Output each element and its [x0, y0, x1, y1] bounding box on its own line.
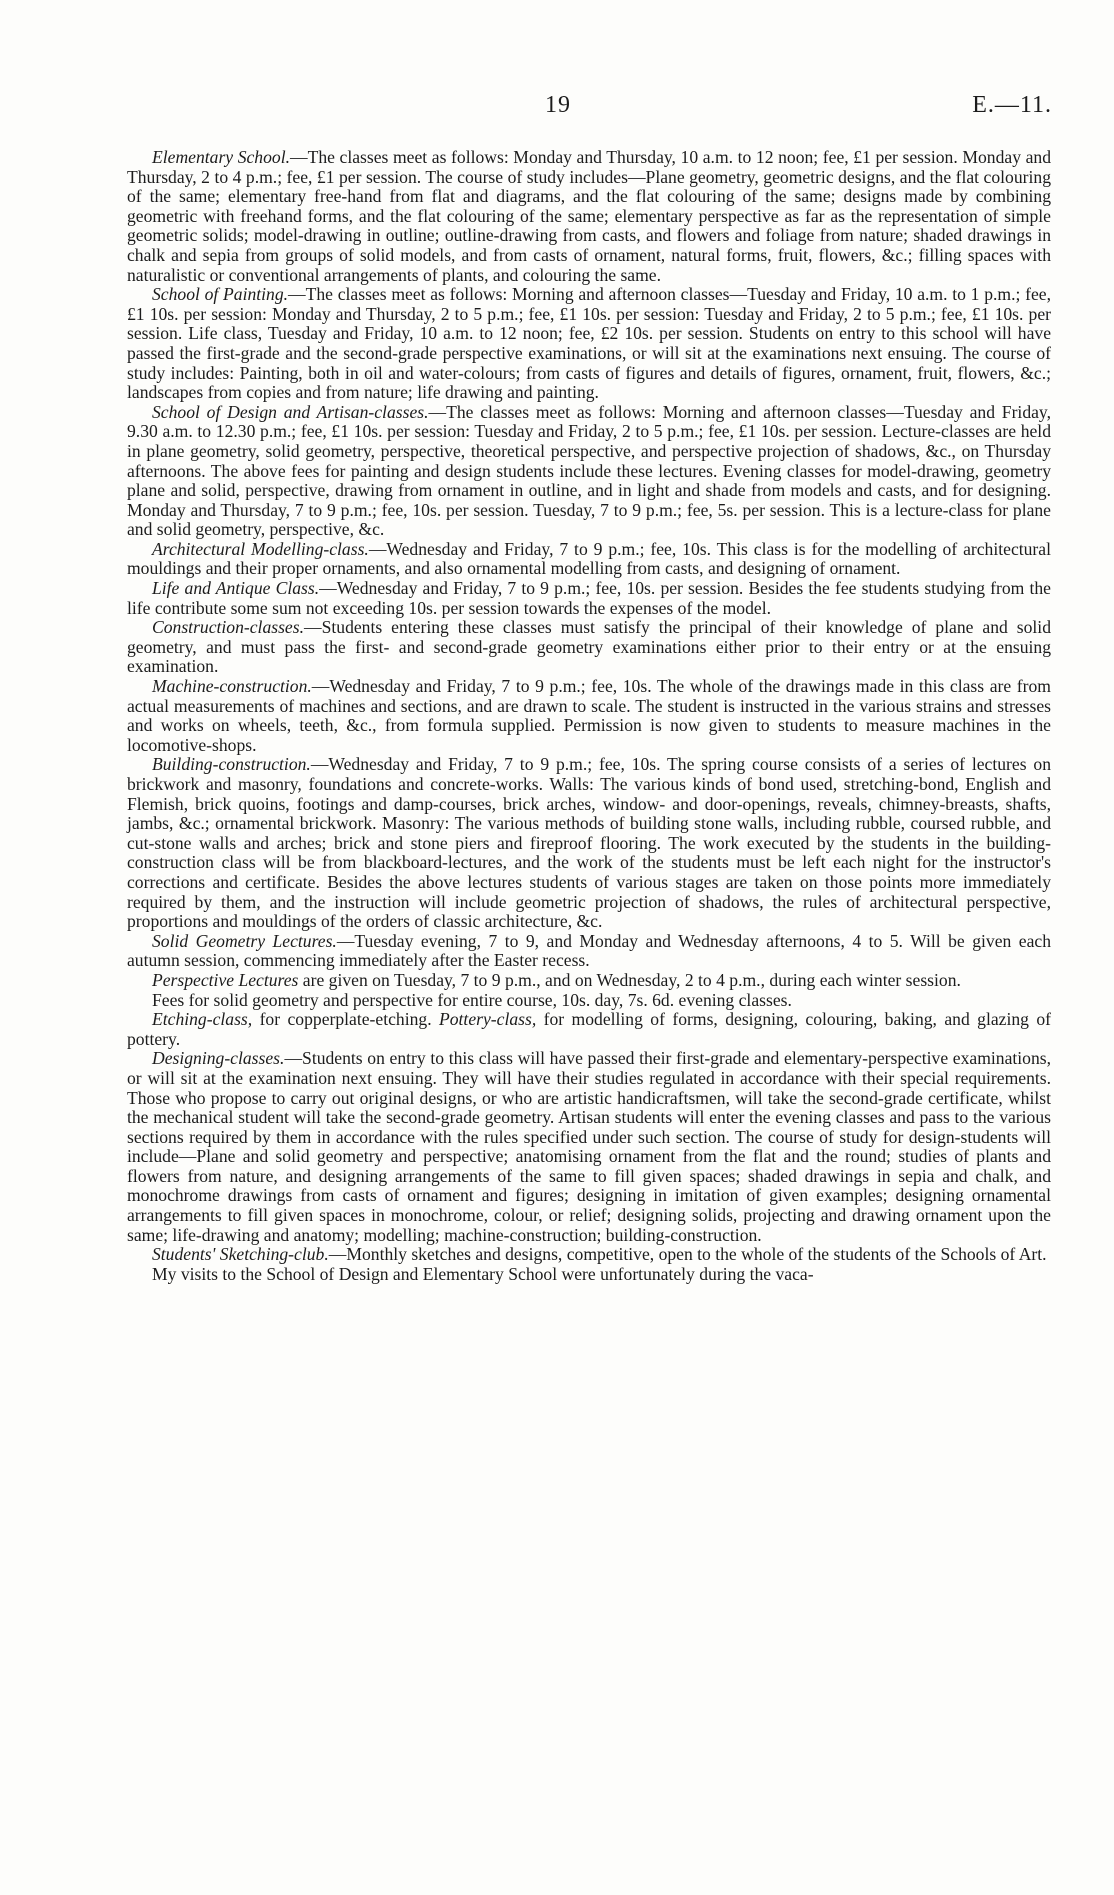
paragraph-text: —Wednesday and Friday, 7 to 9 p.m.; fee, 10s. The whole of the drawings made in this class are from actual measurements of machines and sections, and are drawn to scale. The student is instructed in the various strains and stresses and works on wheels, teeth, &c., from formula supplied. Permission is now given to students to measure machines in the locomotive-shops. [127, 676, 1051, 755]
paragraph-text: for copperplate-etching. [252, 1009, 439, 1030]
paragraph-text: My visits to the School of Design and Elementary School were unfortunately during the vaca- [152, 1263, 814, 1284]
paragraph-heading: Machine-construction. [152, 676, 312, 697]
paragraph-heading: Construction-classes. [152, 617, 304, 638]
paragraph-text: —Tuesday evening, 7 to 9, and Monday and Wednesday afternoons, 4 to 5. Will be given each autumn session, commencing immediately after the Easter recess. [127, 930, 1051, 971]
paragraph-text: Fees for solid geometry and perspective for entire course, 10s. day, 7s. 6d. evening classes. [152, 989, 792, 1010]
paragraph-heading: Designing-classes. [152, 1048, 285, 1069]
paragraph-building-construction [127, 755, 1051, 931]
paragraph-elementary-school [127, 148, 1051, 285]
paragraph-text: —Students on entry to this class will have passed their first-grade and elementary-perspective examinations, or will sit at the examination next ensuing. They will have their studies regulated in accordance with their special requirements. Those who propose to carry out original designs, or who are artistic handicraftsmen, will take the second-grade certificate, whilst the mechanical student will take the second-grade geometry. Artisan students will enter the evening classes and pass to the various sections required by them in accordance with the rules specified under such section. The course of study for design-students will include—Plane and solid geometry and perspective; anatomising ornament from the flat and the round; studies of plants and flowers from nature, and designing arrangements of the same to fill given spaces; shaded drawings in sepia and chalk, and monochrome drawings from casts of ornament and figures; designing in imitation of given examples; designing ornamental arrangements to fill given spaces in monochrome, colour, or relief; designing solids, projecting and drawing ornament upon the same; life-drawing and anatomy; modelling; machine-construction; building-construction. [127, 1048, 1051, 1245]
paragraph-perspective-lectures [127, 971, 1051, 991]
paragraph-heading: Students' Sketching-club. [152, 1244, 329, 1265]
page-header [0, 92, 1114, 126]
page-number: 19 [545, 92, 571, 118]
paragraph-life-and-antique [127, 579, 1051, 618]
paragraph-visits [127, 1265, 1051, 1285]
paragraph-etching-pottery [127, 1010, 1051, 1049]
paragraph-machine-construction [127, 677, 1051, 755]
paragraph-construction-classes [127, 618, 1051, 677]
document-body [127, 148, 1051, 1284]
paragraph-text: —The classes meet as follows: Morning and afternoon classes—Tuesday and Friday, 10 a.m. to 1 p.m.; fee, £1 10s. per session: Monday and Thursday, 2 to 5 p.m.; fee, £1 10s. per session: Tuesday and Friday, 2 to 5 p.m.; fee, £1 10s. per session. Life class, Tuesday and Friday, 10 a.m. to 12 noon; fee, £2 10s. per session. Students on entry to this school will have passed the first-grade and the second-grade perspective examinations, or will sit at the examinations next ensuing. The course of study includes: Painting, both in oil and water-colours; from casts of figures and details of figures, ornament, fruit, flowers, &c.; landscapes from copies and from nature; life drawing and painting. [127, 284, 1051, 403]
paragraph-text: —Monthly sketches and designs, competitive, open to the whole of the students of the Schools of Art. [328, 1244, 1047, 1265]
paragraph-heading: Building-construction. [152, 754, 311, 775]
paragraph-heading: Etching-class, [152, 1009, 253, 1030]
paragraph-heading: School of Design and Artisan-classes. [152, 401, 429, 422]
paragraph-text: —Wednesday and Friday, 7 to 9 p.m.; fee, 10s. per session. Besides the fee students studying from the life contribute some sum not exceeding 10s. per session towards the expenses of the model. [127, 578, 1051, 618]
paragraph-heading: Elementary School. [152, 147, 290, 167]
paragraph-text: are given on Tuesday, 7 to 9 p.m., and on Wednesday, 2 to 4 p.m., during each winter session. [298, 969, 961, 990]
paragraph-text: —The classes meet as follows: Monday and Thursday, 10 a.m. to 12 noon; fee, £1 per session. Monday and Thursday, 2 to 4 p.m.; fee, £1 per session. The course of study includes—Plane geometry, geometric designs, and the flat colouring of the same; elementary free-hand from flat and diagrams, and the flat colouring of the same; designs made by combining geometric with freehand forms, and the flat colouring of the same; elementary perspective as far as the representation of simple geometric solids; model-drawing in outline; outline-drawing from casts, and flowers and foliage from nature; shaded drawings in chalk and sepia from groups of solid models, and from casts of ornament, natural forms, fruit, flowers, &c.; filling spaces with naturalistic or conventional arrangements of plants, and colouring the same. [127, 147, 1051, 285]
series-reference: E.—11. [972, 92, 1052, 118]
paragraph-heading: Solid Geometry Lectures. [152, 930, 337, 951]
paragraph-school-of-painting [127, 285, 1051, 403]
paragraph-fees [127, 991, 1051, 1011]
paragraph-heading: Architectural Modelling-class. [152, 538, 369, 559]
paragraph-solid-geometry [127, 932, 1051, 971]
paragraph-text: —Wednesday and Friday, 7 to 9 p.m.; fee, 10s. This class is for the modelling of architectural mouldings and their proper ornaments, and also ornamental modelling from casts, and designing of ornament. [127, 538, 1051, 579]
paragraph-school-of-design [127, 403, 1051, 540]
paragraph-sketching-club [127, 1245, 1051, 1265]
paragraph-heading: School of Painting. [152, 284, 289, 305]
paragraph-architectural-modelling [127, 540, 1051, 579]
paragraph-heading: Perspective Lectures [152, 969, 299, 990]
paragraph-text-secondary: for modelling of forms, designing, colouring, baking, and glazing of pottery. [127, 1009, 1051, 1049]
paragraph-text: —The classes meet as follows: Morning and afternoon classes—Tuesday and Friday, 9.30 a.m. to 12.30 p.m.; fee, £1 10s. per session: Tuesday and Friday, 2 to 5 p.m.; fee, £1 10s. per session. Lecture-classes are held in plane geometry, solid geometry, perspective, theoretical perspective, and perspective projection of shadows, &c., on Thursday afternoons. The above fees for painting and design students include these lectures. Evening classes for model-drawing, geometry plane and solid, perspective, drawing from ornament in outline, and in light and shade from models and casts, and for designing. Monday and Thursday, 7 to 9 p.m.; fee, 10s. per session. Tuesday, 7 to 9 p.m.; fee, 5s. per session. This is a lecture-class for plane and solid geometry, perspective, &c. [127, 401, 1051, 540]
paragraph-heading: Life and Antique Class. [152, 578, 320, 599]
paragraph-heading-secondary: Pottery-class, [439, 1009, 537, 1030]
paragraph-text: —Students entering these classes must satisfy the principal of their knowledge of plane and solid geometry, and must pass the first- and second-grade geometry examinations either prior to their entry or at the ensuing examination. [127, 617, 1051, 677]
paragraph-designing-classes [127, 1049, 1051, 1245]
paragraph-text: —Wednesday and Friday, 7 to 9 p.m.; fee, 10s. The spring course consists of a series of lectures on brickwork and masonry, foundations and concrete-works. Walls: The various kinds of bond used, stretching-bond, English and Flemish, brick quoins, footings and damp-courses, brick arches, window- and door-openings, reveals, chimney-breasts, shafts, jambs, &c.; ornamental brickwork. Masonry: The various methods of building stone walls, including rubble, coursed rubble, and cut-stone walls and arches; brick and stone piers and fireproof flooring. The work executed by the students in the building-construction class will be from blackboard-lectures, and the work of the students must be left each night for the instructor's corrections and certificate. Besides the above lectures students of various stages are taken on those points more immediately required by them, and the instruction will include geometric projection of shadows, the rules of architectural perspective, proportions and mouldings of the orders of classic architecture, &c. [127, 754, 1051, 932]
